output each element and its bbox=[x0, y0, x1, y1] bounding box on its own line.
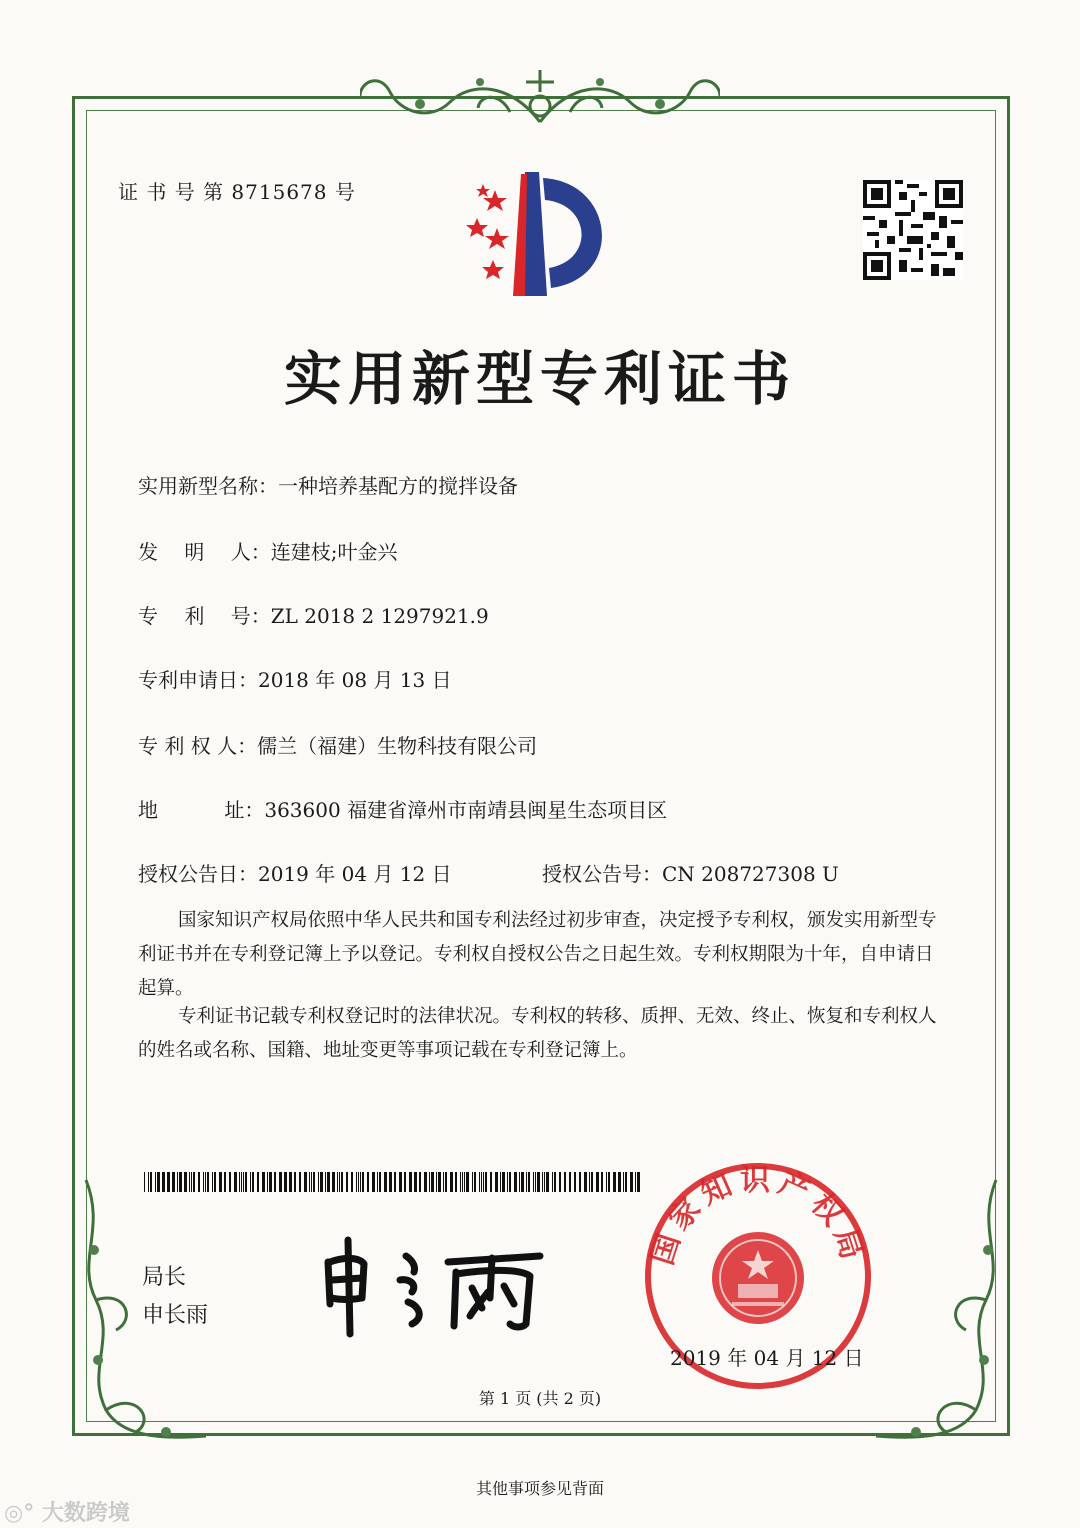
certificate-title: 实用新型专利证书 bbox=[283, 345, 796, 413]
field-patent-number bbox=[138, 600, 489, 629]
watermark-logo-icon: ◎° bbox=[4, 1501, 35, 1526]
field-label: 专利申请日： bbox=[138, 668, 258, 692]
field-label: 专 利 权 人： bbox=[138, 734, 258, 758]
field-utility-model-name bbox=[138, 470, 518, 499]
certificate-number: 证 书 号 第 8715678 号 bbox=[118, 180, 356, 204]
field-value: 儒兰（福建）生物科技有限公司 bbox=[257, 734, 538, 758]
watermark-text: 大数跨境 bbox=[41, 1501, 130, 1526]
field-value: CN 208727308 U bbox=[662, 862, 839, 886]
field-announcement-date bbox=[138, 858, 452, 887]
field-label: 授权公告日： bbox=[138, 862, 258, 886]
field-value: 一种培养基配方的搅拌设备 bbox=[278, 474, 518, 498]
field-label: 发 明 人： bbox=[138, 540, 271, 564]
legal-status-paragraph: 专利证书记载专利权登记时的法律状况。专利权的转移、质押、无效、终止、恢复和专利权人的姓名或名称、国籍、地址变更等事项记载在专利登记簿上。 bbox=[138, 1006, 937, 1061]
field-address bbox=[138, 794, 667, 823]
page-number: 第 1 页 (共 2 页) bbox=[478, 1389, 602, 1408]
field-inventor bbox=[138, 536, 397, 565]
field-patentee bbox=[138, 730, 537, 759]
field-label: 实用新型名称： bbox=[138, 474, 278, 498]
signatory-title: 局长 bbox=[142, 1265, 187, 1290]
svg-text:国家知识产权局: 国家知识产权局 bbox=[644, 1163, 872, 1270]
field-label: 专 利 号： bbox=[138, 604, 271, 628]
field-announcement-number bbox=[542, 858, 839, 887]
back-note: 其他事项参见背面 bbox=[475, 1479, 604, 1498]
field-application-date bbox=[138, 664, 452, 693]
signatory-name: 申长雨 bbox=[142, 1303, 209, 1328]
watermark bbox=[4, 1496, 130, 1527]
seal-date: 2019 年 04 月 12 日 bbox=[670, 1346, 864, 1370]
qr-code bbox=[862, 180, 964, 280]
field-value: 363600 福建省漳州市南靖县闽星生态项目区 bbox=[264, 798, 668, 822]
field-label: 地 址： bbox=[138, 798, 265, 822]
top-ornament bbox=[360, 62, 720, 132]
patent-office-logo bbox=[455, 168, 625, 300]
field-value: ZL 2018 2 1297921.9 bbox=[270, 604, 489, 628]
field-label: 授权公告号： bbox=[542, 862, 662, 886]
field-value: 2018 年 08 月 13 日 bbox=[258, 668, 452, 692]
handwritten-signature bbox=[316, 1232, 556, 1342]
barcode bbox=[144, 1172, 644, 1192]
grant-statement-paragraph: 国家知识产权局依照中华人民共和国专利法经过初步审查，决定授予专利权，颁发实用新型专利证书并在专利登记簿上予以登记。专利权自授权公告之日起生效。专利权期限为十年，自申请日起算。 bbox=[138, 910, 937, 999]
field-value: 2019 年 04 月 12 日 bbox=[258, 862, 452, 886]
field-value: 连建枝;叶金兴 bbox=[270, 540, 398, 564]
